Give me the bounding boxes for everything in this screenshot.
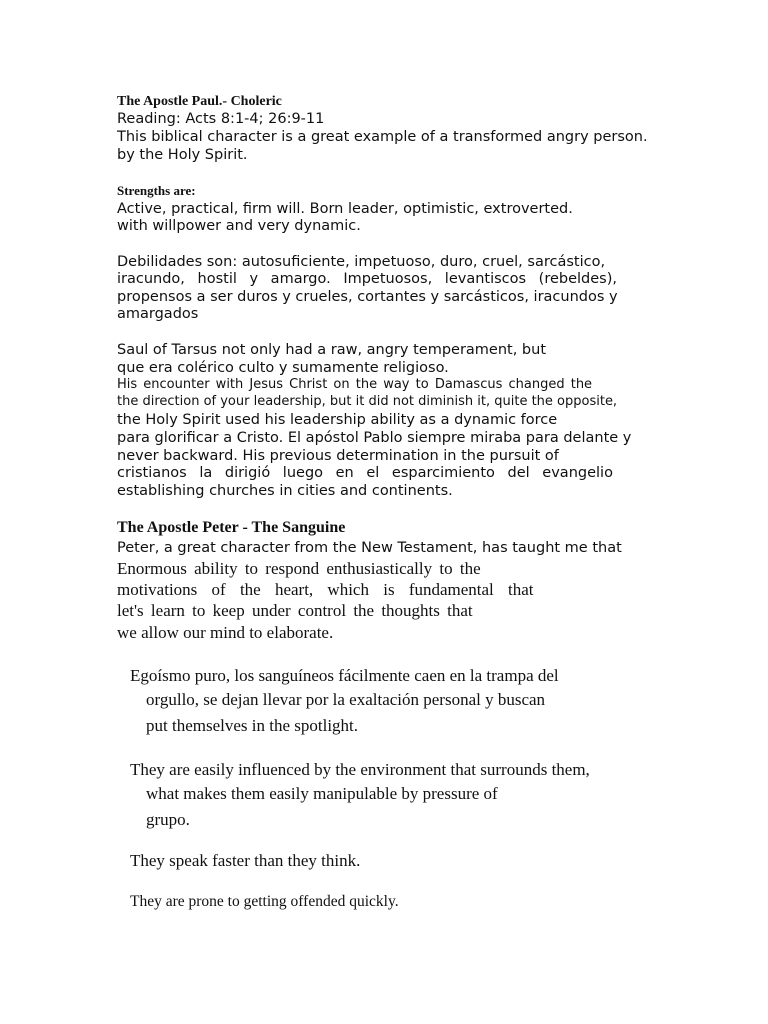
saul-line: cristianos la dirigió luego en el esparcimiento del evangelio bbox=[117, 465, 613, 481]
bullet-line: orgullo, se dejan llevar por la exaltación personal y buscan bbox=[146, 690, 546, 709]
saul-line: que era colérico culto y sumamente religioso. bbox=[117, 360, 449, 376]
paul-intro-line: by the Holy Spirit. bbox=[117, 147, 248, 163]
peter-body-line: motivations of the heart, which is fundamental that bbox=[117, 580, 534, 599]
bullet-item bbox=[124, 851, 360, 871]
paul-reading: Reading: Acts 8:1-4; 26:9-11 bbox=[117, 111, 325, 127]
bullet-item bbox=[124, 666, 559, 686]
weaknesses-line: amargados bbox=[117, 306, 199, 322]
bullet-item bbox=[124, 893, 399, 911]
peter-body-line: Enormous ability to respond enthusiastically to the bbox=[117, 559, 481, 578]
saul-line: the Holy Spirit used his leadership ability as a dynamic force bbox=[117, 412, 558, 428]
peter-title: The Apostle Peter - The Sanguine bbox=[117, 519, 346, 536]
bullet-item bbox=[124, 760, 590, 780]
weaknesses-line: propensos a ser duros y crueles, cortantes y sarcásticos, iracundos y bbox=[117, 289, 618, 305]
peter-intro: Peter, a great character from the New Testament, has taught me that bbox=[117, 540, 622, 556]
weaknesses-line: iracundo, hostil y amargo. Impetuosos, levantiscos (rebeldes), bbox=[117, 271, 617, 287]
strengths-heading: Strengths are: bbox=[117, 183, 196, 198]
bullet-line: They are easily influenced by the environment that surrounds them, bbox=[130, 760, 590, 779]
bullet-line: They are prone to getting offended quickly. bbox=[130, 893, 399, 910]
strengths-line: Active, practical, firm will. Born leader, optimistic, extroverted. bbox=[117, 201, 573, 217]
saul-line: Saul of Tarsus not only had a raw, angry temperament, but bbox=[117, 342, 547, 358]
saul-line: establishing churches in cities and continents. bbox=[117, 483, 453, 499]
strengths-line: with willpower and very dynamic. bbox=[117, 218, 361, 234]
saul-line: never backward. His previous determination in the pursuit of bbox=[117, 448, 559, 464]
paul-title: The Apostle Paul.- Choleric bbox=[117, 94, 282, 109]
peter-body-line: we allow our mind to elaborate. bbox=[117, 623, 334, 642]
bullet-line: They speak faster than they think. bbox=[130, 851, 361, 870]
bullet-line: what makes them easily manipulable by pressure of bbox=[146, 784, 498, 803]
peter-body-line: let's learn to keep under control the thoughts that bbox=[117, 601, 473, 620]
saul-line: para glorificar a Cristo. El apóstol Pablo siempre miraba para delante y bbox=[117, 430, 632, 446]
bullet-line: put themselves in the spotlight. bbox=[146, 716, 359, 735]
bullet-line: Egoísmo puro, los sanguíneos fácilmente caen en la trampa del bbox=[130, 666, 559, 685]
weaknesses-line: Debilidades son: autosuficiente, impetuoso, duro, cruel, sarcástico, bbox=[117, 254, 606, 270]
bullet-line: grupo. bbox=[146, 810, 190, 829]
saul-line: the direction of your leadership, but it did not diminish it, quite the opposite, bbox=[117, 394, 618, 409]
paul-intro-line: This biblical character is a great example of a transformed angry person. bbox=[117, 129, 648, 145]
saul-line: His encounter with Jesus Christ on the way to Damascus changed the bbox=[117, 377, 593, 392]
